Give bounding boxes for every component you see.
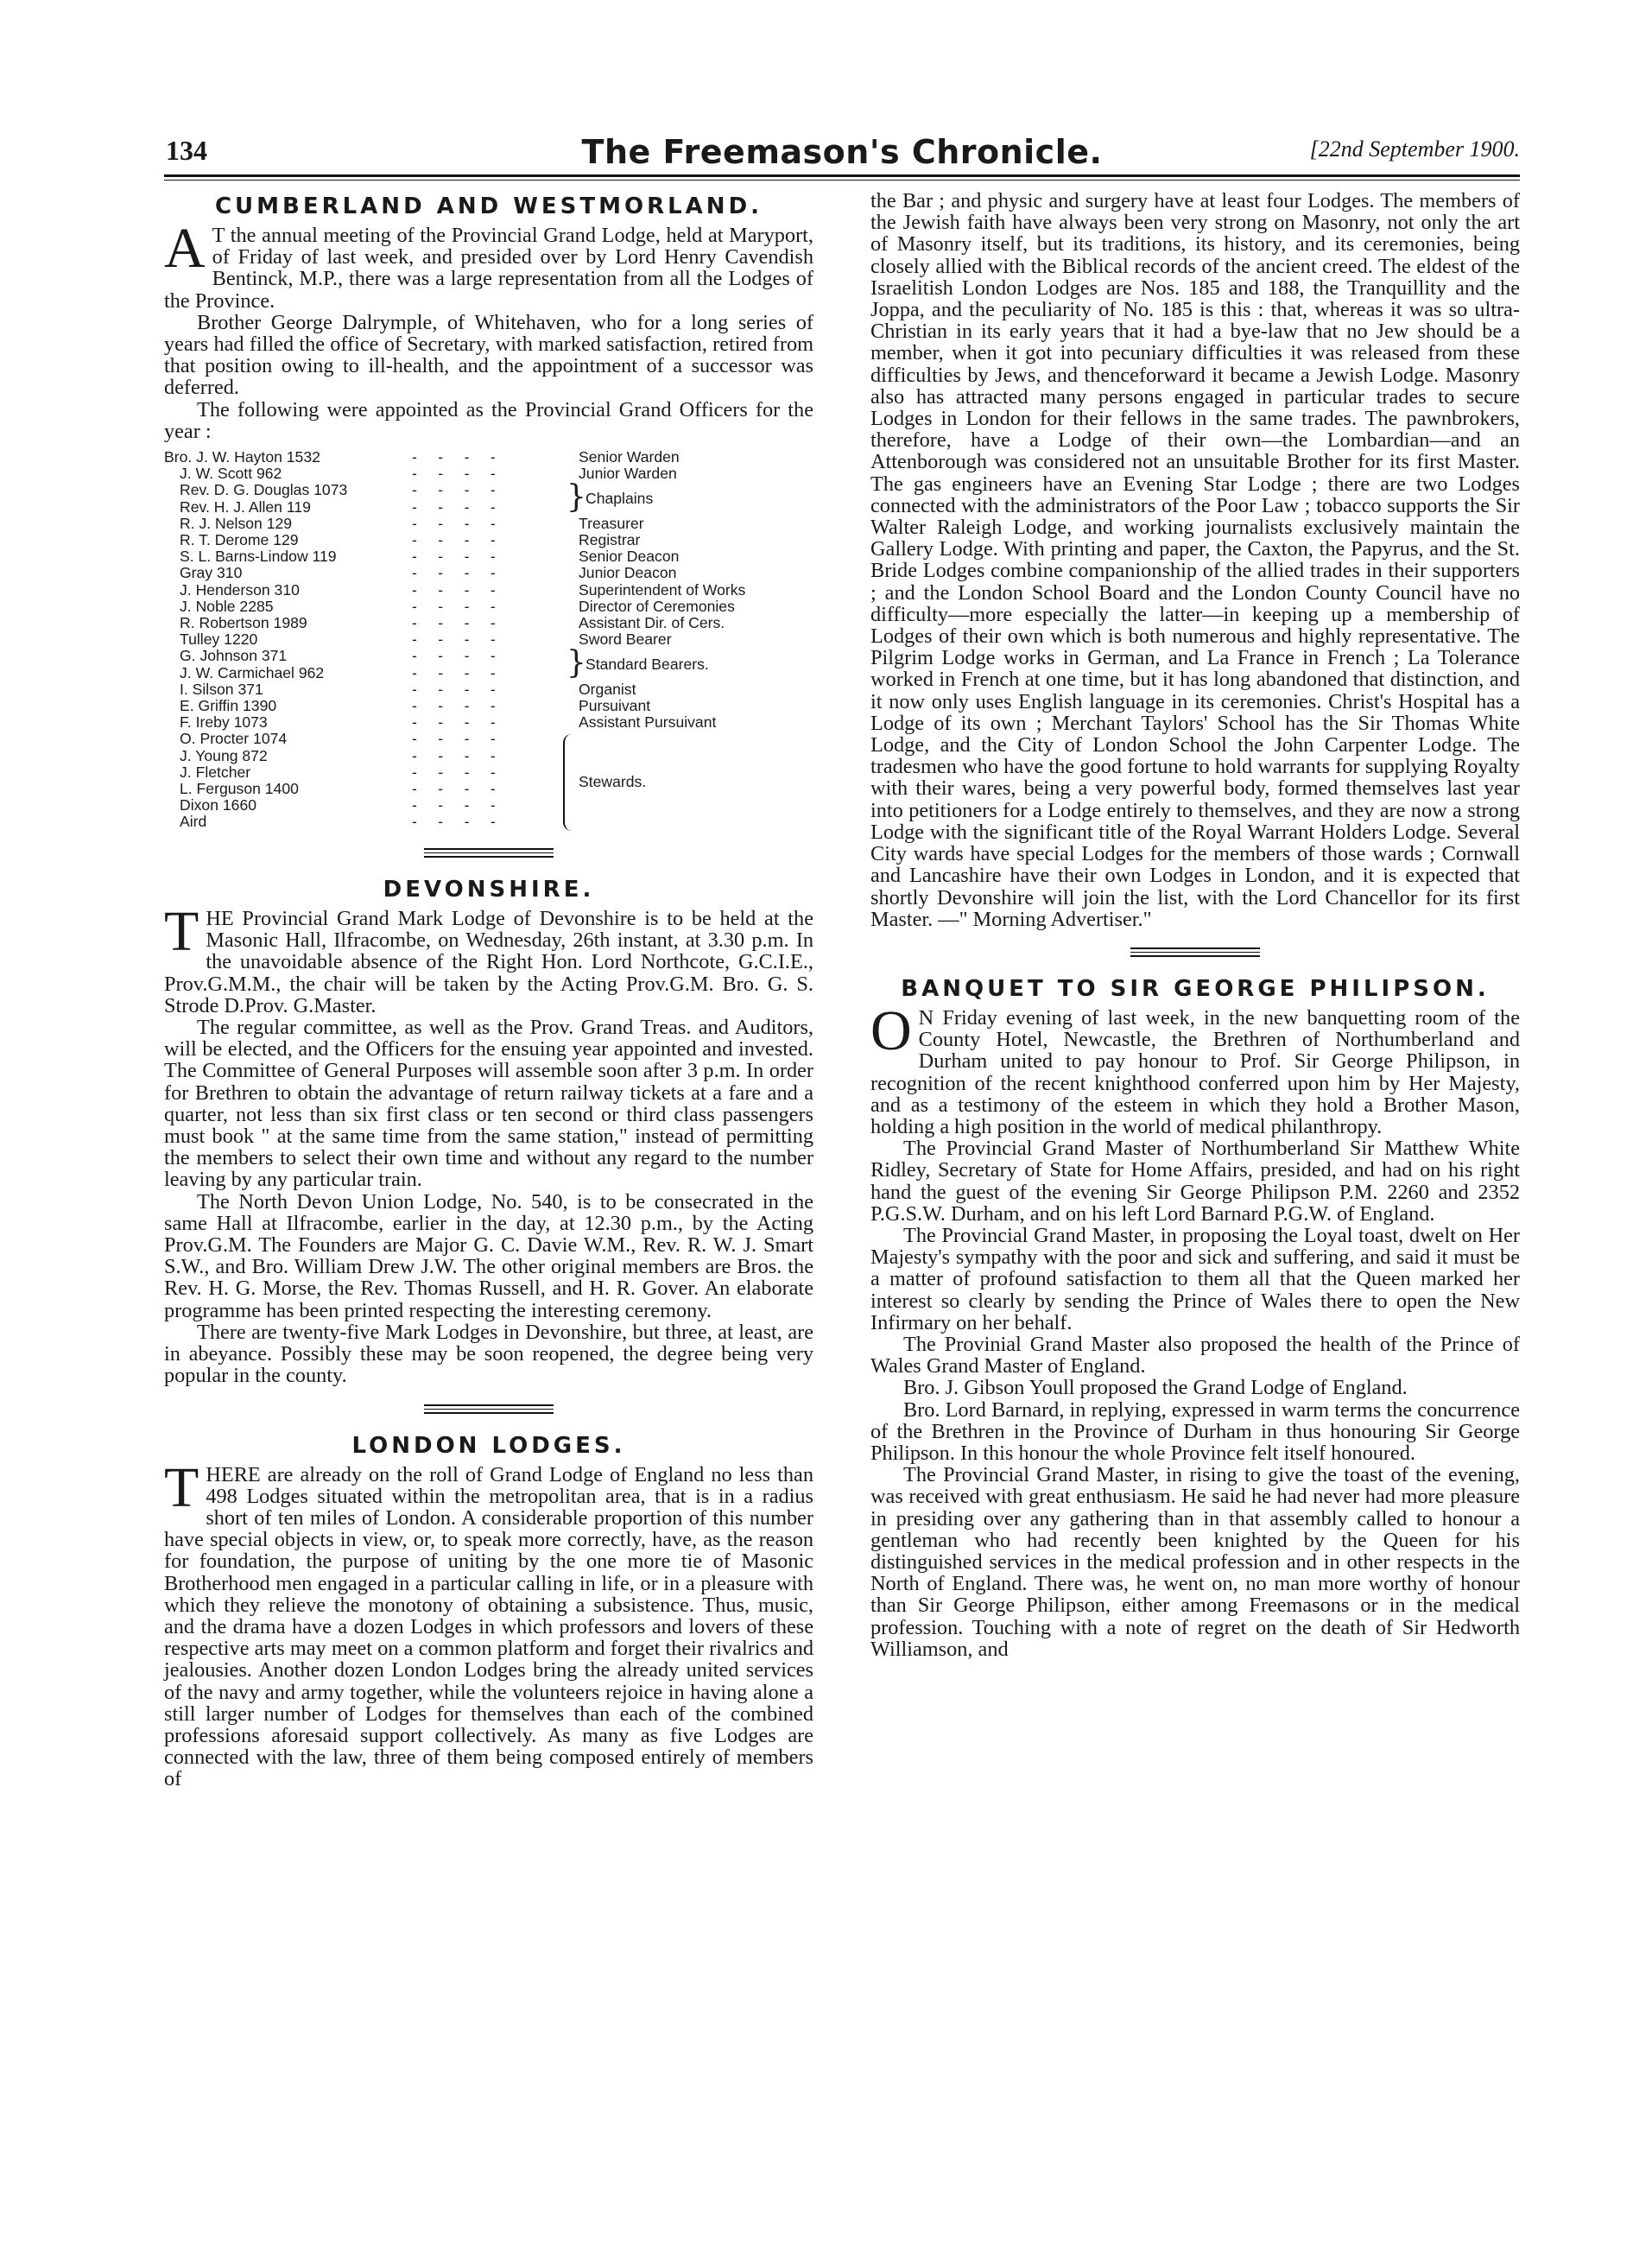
officer-position: Assistant Pursuivant — [579, 713, 717, 732]
officer-name: J. Young 872 — [180, 746, 268, 764]
leader-dashes: - - - - — [412, 647, 496, 665]
officer-name: J. Noble 2285 — [180, 597, 274, 615]
officer-row — [180, 781, 829, 797]
officer-row — [180, 731, 829, 747]
section-divider — [1130, 947, 1260, 957]
officer-position: Senior Deacon — [579, 548, 680, 566]
drop-cap: A — [164, 217, 206, 280]
leader-dashes: - - - - — [412, 564, 496, 582]
leader-dashes: - - - - — [412, 614, 496, 632]
leader-dashes: - - - - — [412, 597, 496, 615]
officers-list — [164, 449, 813, 898]
devonshire-text-1: HE Provincial Grand Mark Lodge of Devonshire is to be held at the Masonic Hall, Ilfracombe, on Wednesday, 26th instant, at 3.30 p.m. In the unavoidable absence of the Right Hon. Lord Northcote, G.C.I.E., Prov.G.M.M., the chair will be taken by the Acting Prov.G.M. Bro. G. S. Strode D.Prov. G.Master. — [164, 907, 813, 1017]
leader-dashes: - - - - — [412, 481, 496, 499]
london-paragraph-1 — [164, 1455, 813, 1791]
officer-row — [180, 565, 829, 581]
page-number: 134 — [166, 135, 207, 166]
officer-name: Dixon 1660 — [180, 796, 257, 814]
officer-row — [180, 548, 829, 565]
officer-row — [180, 748, 829, 764]
officer-position: Junior Deacon — [579, 564, 677, 582]
leader-dashes: - - - - — [412, 631, 496, 649]
officer-position: Superintendent of Works — [579, 580, 746, 599]
leader-dashes: - - - - — [412, 548, 496, 566]
cumberland-paragraph-3: The following were appointed as the Provincial Grand Officers for the year : — [164, 397, 813, 443]
devonshire-paragraph-3: The North Devon Union Lodge, No. 540, is to be consecrated in the same Hall at Ilfracombe, earlier in the day, at 12.30 p.m., by the Acting Prov.G.M. The Founders are Major G. C. Davie W.M., Rev. R. W. J. Smart S.W., and Bro. William Drew J.W. The other original members are Bros. the Rev. H. G. Morse, the Rev. Thomas Russell, and H. R. Gover. An elaborate programme has been printed respecting the interesting ceremony. — [164, 1189, 813, 1322]
officer-name: I. Silson 371 — [180, 680, 263, 698]
left-column — [164, 190, 813, 1790]
officer-row — [180, 665, 829, 681]
devonshire-paragraph-2: The regular committee, as well as the Prov. Grand Treas. and Auditors, will be elected, and the Officers for the ensuing year appointed and invested. The Committee of General Purposes will assemble soon after 3 p.m. In order for Brethren to obtain the advantage of return railway tickets at a fare and a quarter, not less than six first class or ten second or third class passengers must book " at the same time from the same station," instead of permitting the members to select their own time and without any regard to the number leaving by any particular train. — [164, 1016, 813, 1192]
cumberland-paragraph-1 — [164, 217, 813, 313]
banquet-paragraph-2: The Provincial Grand Master of Northumberland Sir Matthew White Ridley, Secretary of State for Home Affairs, presided, and had on his right hand the guest of the evening Sir George Philipson P.M. 2260 and 2352 P.G.S.W. Durham, and on his left Lord Barnard P.G.W. of England. — [870, 1137, 1520, 1226]
officer-row — [180, 714, 829, 731]
leader-dashes: - - - - — [412, 531, 496, 549]
chaplains-label: Chaplains — [585, 490, 654, 508]
officer-name: R. T. Derome 129 — [180, 531, 299, 549]
officer-row — [180, 582, 829, 599]
officer-row — [180, 698, 829, 714]
stewards-label: Stewards. — [579, 773, 647, 791]
officer-row — [180, 532, 829, 548]
leader-dashes: - - - - — [412, 580, 496, 599]
officer-name: Bro. J. W. Hayton 1532 — [164, 448, 320, 466]
officer-row — [180, 648, 829, 664]
banquet-text-1: N Friday evening of last week, in the new banquetting room of the County Hotel, Newcastle, the Brethren of Northumberland and Durham united to pay honour to Prof. Sir George Philipson, in recognition of the recent knighthood conferred upon him by Her Majesty, and as a testimony of the esteem in which they hold a Brother Mason, holding a high position in the world of medical philanthropy. — [870, 1005, 1520, 1138]
officer-name: Aird — [180, 813, 207, 831]
officer-row — [180, 516, 829, 532]
drop-cap: T — [164, 1455, 199, 1519]
devonshire-paragraph-4: There are twenty-five Mark Lodges in Devonshire, but three, at least, are in abeyance. Possibly these may be soon reopened, the degree being very popular in the county. — [164, 1320, 813, 1388]
brace: } — [566, 645, 586, 681]
officer-name: J. Fletcher — [180, 763, 251, 781]
officer-position: Treasurer — [579, 514, 644, 532]
leader-dashes: - - - - — [412, 514, 496, 532]
leader-dashes: - - - - — [412, 730, 496, 748]
banquet-paragraph-5: Bro. J. Gibson Youll proposed the Grand Lodge of England. — [903, 1376, 1408, 1400]
banquet-paragraph-7: The Provincial Grand Master, in rising to give the toast of the evening, was received with great enthusiasm. He said he had never had more pleasure in presiding over any gathering than in that assembly called to honour a gentleman who had recently been knighted by the Queen for his distinguished services in the medical profession and in other respects in the North of England. There was, he went on, no man more worthy of honour than Sir George Philipson, either among Freemasons or in the medical profession. Touching with a note of regret on the death of Sir Hedworth Williamson, and — [870, 1463, 1520, 1661]
officer-row — [180, 482, 829, 498]
banquet-paragraph-6: Bro. Lord Barnard, in replying, expressed in warm terms the concurrence of the Brethren in the Province of Durham in thus honouring Sir George Philipson. In this honour the whole Province felt itself honoured. — [870, 1397, 1520, 1465]
officer-row — [180, 615, 829, 631]
leader-dashes: - - - - — [412, 780, 496, 798]
officer-position: Senior Warden — [579, 448, 680, 466]
officer-row — [180, 466, 829, 482]
officer-name: Tulley 1220 — [180, 631, 258, 649]
drop-cap: T — [164, 900, 199, 964]
officer-name: S. L. Barns-Lindow 119 — [180, 548, 337, 566]
london-heading: LONDON LODGES. — [351, 1432, 626, 1459]
standard-bearers-label: Standard Bearers. — [585, 656, 709, 674]
officer-position: Organist — [579, 680, 636, 698]
masthead-rule — [164, 174, 1520, 177]
masthead — [164, 130, 1520, 178]
right-column — [870, 190, 1520, 1660]
officer-position: Pursuivant — [579, 697, 651, 715]
leader-dashes: - - - - — [412, 763, 496, 781]
officer-position: Registrar — [579, 531, 641, 549]
officer-name: J. Henderson 310 — [180, 580, 300, 599]
officer-row — [180, 681, 829, 698]
masthead-rule-thin — [164, 180, 1520, 181]
banquet-paragraph-1 — [870, 998, 1520, 1138]
officer-name: L. Ferguson 1400 — [180, 780, 299, 798]
officer-name: O. Procter 1074 — [180, 730, 288, 748]
banquet-paragraph-3: The Provincial Grand Master, in proposing the Loyal toast, dwelt on Her Majesty's sympathy with the poor and sick and suffering, and said it must be a matter of profound satisfaction to them all that the Queen marked her interest so clearly by sending the Prince of Wales there to open the New Infirmary on her behalf. — [870, 1223, 1520, 1334]
drop-cap: O — [870, 998, 912, 1062]
issue-date: [22nd September 1900. — [1309, 136, 1520, 162]
leader-dashes: - - - - — [412, 663, 496, 681]
london-text-1: HERE are already on the roll of Grand Lodge of England no less than 498 Lodges situated within the metropolitan area, that is in a radius short of ten miles of London. A considerable proportion of this number have special objects in view, or, to speak more correctly, have, as the reason for foundation, the purpose of uniting by the one more tie of Masonic Brotherhood men engaged in a particular calling in life, or in a pleasure with which they relieve the monotony of obtaining a subsistence. Thus, music, and the drama have a dozen Lodges in which professors and lovers of these respective arts may meet on a common platform and forget their rivalrics and jealousies. Another dozen London Lodges bring the already united services of the navy and army together, while the volunteers rejoice in having alone a still larger number of Lodges for themselves than each of the combined professions aforesaid support collectively. As many as five Lodges are connected with the law, three of them being composed entirely of members of — [164, 1462, 813, 1791]
brace: } — [566, 479, 586, 516]
officer-row — [164, 449, 813, 466]
officer-row — [180, 797, 829, 814]
banquet-heading: BANQUET TO SIR GEORGE PHILIPSON. — [901, 975, 1490, 1002]
section-divider — [424, 1404, 554, 1414]
officer-name: E. Griffin 1390 — [180, 697, 277, 715]
cumberland-text-1: T the annual meeting of the Provincial Grand Lodge, held at Maryport, of Friday of last week, and presided over by Lord Henry Cavendish Bentinck, M.P., there was a large representation from all the Lodges of the Province. — [164, 224, 813, 313]
newspaper-page — [164, 130, 1520, 2202]
devonshire-paragraph-1 — [164, 900, 813, 1017]
london-paragraph-continued: the Bar ; and physic and surgery have at least four Lodges. The members of the Jewish faith have always been very strong on Masonry, not only the art of Masonry itself, but its traditions, its history, and its ceremonies, being closely allied with the Biblical records of the ancient creed. The eldest of the Israelitish London Lodges are Nos. 185 and 188, the Tranquillity and the Joppa, and the peculiarity of No. 185 is this : that, whereas it was so ultra-Christian in its early years that it had a bye-law that no Jew should be a member, when it got into pecuniary difficulties it was released from these difficulties by Jews, and thenceforward it became a Jewish Lodge. Masonry also has attracted many persons engaged in particular trades to secure Lodges in London for their fellows in the same trades. The pawnbrokers, therefore, have a Lodge of their own—the Lombardian—and an Attenborough was considered not an unsuitable Brother for its first Master. The gas engineers have an Evening Star Lodge ; there are two Lodges connected with the administrators of the Poor Law ; tobacco supports the Sir Walter Raleigh Lodge, and working journalists exclusively maintain the Gallery Lodge. With printing and paper, the Caxton, the Papyrus, and the St. Bride Lodges combine companionship of the allied trades in their supporters ; and the London School Board and the London County Council have no difficulty—more especially the latter—in keeping up a membership of Lodges of their own which is both numerous and highly representative. The Pilgrim Lodge works in German, and La France in French ; La Tolerance worked in French at one time, but it has long abandoned that distinction, and it now only uses English language in its ceremonies. Christ's Hospital has a Lodge of its own ; Merchant Taylors' School has the Sir Thomas White Lodge, and the City of London School the John Carpenter Lodge. The tradesmen who have the good fortune to hold warrants for supplying Royalty with their wares, being a very powerful body, formed themselves last year into petitioners for a Lodge entirely to themselves, and they are now a strong Lodge with the significant title of the Royal Warrant Holders Lodge. Several City wards have special Lodges for the members of those wards ; Cornwall and Lancashire have their own Lodges in London, and it is expected that shortly Devonshire will join the list, with the Lord Chancellor for its first Master. —" Morning Advertiser." — [870, 189, 1520, 931]
leader-dashes: - - - - — [412, 465, 496, 483]
leader-dashes: - - - - — [412, 697, 496, 715]
officer-position: Junior Warden — [579, 465, 677, 483]
officer-position: Assistant Dir. of Cers. — [579, 614, 725, 632]
leader-dashes: - - - - — [412, 680, 496, 698]
officer-name: J. W. Scott 962 — [180, 465, 282, 483]
newspaper-title: The Freemason's Chronicle. — [581, 133, 1103, 171]
officer-name: R. Robertson 1989 — [180, 614, 307, 632]
leader-dashes: - - - - — [412, 713, 496, 732]
officer-name: Rev. D. G. Douglas 1073 — [180, 481, 348, 499]
leader-dashes: - - - - — [412, 448, 496, 466]
officer-name: J. W. Carmichael 962 — [180, 663, 325, 681]
leader-dashes: - - - - — [412, 796, 496, 814]
leader-dashes: - - - - — [412, 813, 496, 831]
officer-row — [180, 764, 829, 781]
stewards-brace — [563, 734, 577, 831]
officer-name: R. J. Nelson 129 — [180, 514, 293, 532]
officer-name: Gray 310 — [180, 564, 243, 582]
leader-dashes: - - - - — [412, 746, 496, 764]
cumberland-paragraph-2: Brother George Dalrymple, of Whitehaven, who for a long series of years had filled the office of Secretary, with marked satisfaction, retired from that position owing to ill-health, and the appointment of a successor was deferred. — [164, 310, 813, 400]
officer-row — [180, 814, 829, 830]
officer-row — [180, 599, 829, 615]
officer-row — [180, 499, 829, 516]
leader-dashes: - - - - — [412, 497, 496, 516]
officer-name: Rev. H. J. Allen 119 — [180, 497, 311, 516]
officer-name: G. Johnson 371 — [180, 647, 288, 665]
cumberland-heading: CUMBERLAND AND WESTMORLAND. — [214, 193, 763, 219]
officer-row — [180, 631, 829, 648]
banquet-paragraph-4: The Provinial Grand Master also proposed the health of the Prince of Wales Grand Master of England. — [870, 1332, 1520, 1378]
officer-position: Director of Ceremonies — [579, 597, 735, 615]
devonshire-heading: DEVONSHIRE. — [383, 877, 595, 903]
officer-name: F. Ireby 1073 — [180, 713, 268, 732]
officer-position: Sword Bearer — [579, 631, 672, 649]
